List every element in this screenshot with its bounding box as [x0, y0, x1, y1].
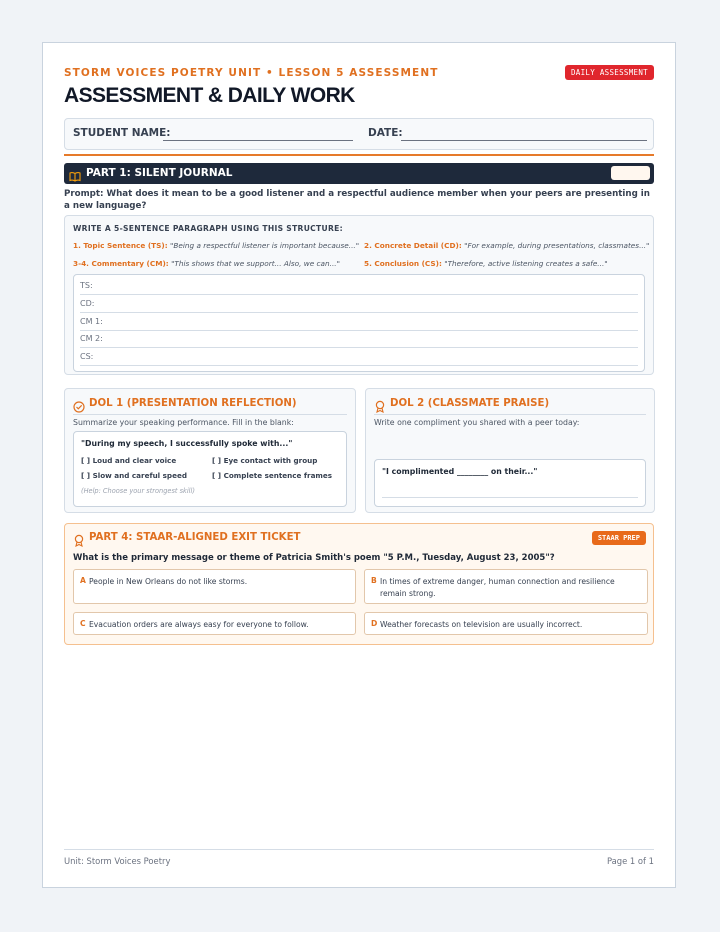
- answer-letter: D: [371, 619, 378, 628]
- dol1-answer-box[interactable]: [73, 431, 347, 507]
- dol1-title: DOL 1 (PRESENTATION REFLECTION): [89, 398, 297, 409]
- step-example: "Being a respectful listener is important because...": [170, 241, 360, 250]
- answer-letter: C: [80, 619, 86, 628]
- step-example: "Therefore, active listening creates a safe...": [444, 259, 608, 268]
- step-key: 5. Conclusion (CS):: [364, 259, 442, 268]
- exit-ticket-question: What is the primary message or theme of Patricia Smith's poem "5 P.M., Tuesday, August 23, 2005"?: [73, 553, 555, 563]
- dol2-instruction: Write one compliment you shared with a peer today:: [374, 418, 580, 427]
- writing-lines-box: [73, 274, 645, 372]
- dol1-option[interactable]: [ ] Complete sentence frames: [212, 471, 333, 480]
- paragraph-structure-box: [64, 215, 654, 375]
- date-field[interactable]: [401, 140, 647, 141]
- daily-assessment-badge: DAILY ASSESSMENT: [565, 65, 654, 80]
- exit-ticket-card: [64, 523, 654, 645]
- writing-line[interactable]: [80, 330, 638, 348]
- worksheet-page: [42, 42, 676, 888]
- structure-heading: WRITE A 5-SENTENCE PARAGRAPH USING THIS STRUCTURE:: [73, 224, 343, 233]
- part1-score-chip: [611, 166, 650, 180]
- dol2-title: DOL 2 (CLASSMATE PRAISE): [390, 398, 550, 409]
- line-label: CD:: [80, 299, 95, 308]
- date-label: DATE:: [368, 127, 403, 139]
- student-name-field[interactable]: [163, 140, 353, 141]
- unit-lesson-line: STORM VOICES POETRY UNIT • LESSON 5 ASSESSMENT: [64, 67, 439, 79]
- writing-line[interactable]: [80, 277, 638, 295]
- dol2-answer-box[interactable]: [374, 459, 646, 507]
- dol1-help-text: (Help: Choose your strongest skill): [81, 487, 195, 495]
- page-title: ASSESSMENT & DAILY WORK: [64, 84, 355, 107]
- dol1-card: [64, 388, 356, 513]
- answer-letter: B: [371, 576, 377, 585]
- answer-letter: A: [80, 576, 86, 585]
- staar-prep-badge: STAAR PREP: [592, 531, 646, 545]
- writing-line[interactable]: [80, 313, 638, 331]
- answer-choice-c[interactable]: [73, 612, 356, 635]
- dol2-writing-line[interactable]: [382, 497, 638, 498]
- line-label: CM 2:: [80, 334, 103, 343]
- answer-choice-b[interactable]: [364, 569, 648, 604]
- answer-text: People in New Orleans do not like storms.: [89, 577, 248, 586]
- dol1-option[interactable]: [ ] Loud and clear voice: [81, 456, 177, 465]
- step-key: 3-4. Commentary (CM):: [73, 259, 169, 268]
- structure-step: [364, 259, 608, 268]
- writing-line[interactable]: [80, 295, 638, 313]
- structure-step: [73, 241, 359, 250]
- answer-choice-a[interactable]: [73, 569, 356, 604]
- step-key: 2. Concrete Detail (CD):: [364, 241, 462, 250]
- part1-header: [64, 163, 654, 184]
- structure-step: [73, 259, 340, 268]
- section-divider: [64, 154, 654, 156]
- book-open-icon: [69, 167, 81, 186]
- footer-page-number: Page 1 of 1: [607, 856, 654, 866]
- structure-step: [364, 241, 649, 250]
- dol1-option[interactable]: [ ] Slow and careful speed: [81, 471, 187, 480]
- line-label: CM 1:: [80, 317, 103, 326]
- award-ribbon-icon: [73, 532, 85, 551]
- step-example: "This shows that we support... Also, we can...": [171, 259, 340, 268]
- journal-prompt: Prompt: What does it mean to be a good listener and a respectful audience member when your peers are presenting in a new language?: [64, 189, 650, 211]
- line-label: CS:: [80, 352, 94, 361]
- dol2-card: [365, 388, 655, 513]
- footer-unit: Unit: Storm Voices Poetry: [64, 856, 171, 866]
- line-label: TS:: [80, 281, 93, 290]
- answer-text: In times of extreme danger, human connection and resilience remain strong.: [380, 577, 615, 598]
- exit-ticket-title: PART 4: STAAR-ALIGNED EXIT TICKET: [89, 532, 301, 543]
- worksheet-content: [64, 43, 654, 887]
- dol1-divider: [73, 414, 347, 415]
- footer-divider: [64, 849, 654, 850]
- writing-line[interactable]: [80, 348, 638, 366]
- answer-choice-d[interactable]: [364, 612, 648, 635]
- dol1-instruction: Summarize your speaking performance. Fill in the blank:: [73, 418, 294, 427]
- dol2-divider: [374, 414, 646, 415]
- dol2-quote: "I complimented ________ on their...": [382, 467, 538, 476]
- answer-text: Evacuation orders are always easy for everyone to follow.: [89, 620, 309, 629]
- student-info-box: [64, 118, 654, 150]
- answer-text: Weather forecasts on television are usually incorrect.: [380, 620, 583, 629]
- step-example: "For example, during presentations, classmates...": [464, 241, 650, 250]
- dol1-option[interactable]: [ ] Eye contact with group: [212, 456, 318, 465]
- part1-title: PART 1: SILENT JOURNAL: [86, 167, 233, 179]
- step-key: 1. Topic Sentence (TS):: [73, 241, 168, 250]
- dol1-quote: "During my speech, I successfully spoke with...": [81, 439, 293, 448]
- student-name-label: STUDENT NAME:: [73, 127, 171, 139]
